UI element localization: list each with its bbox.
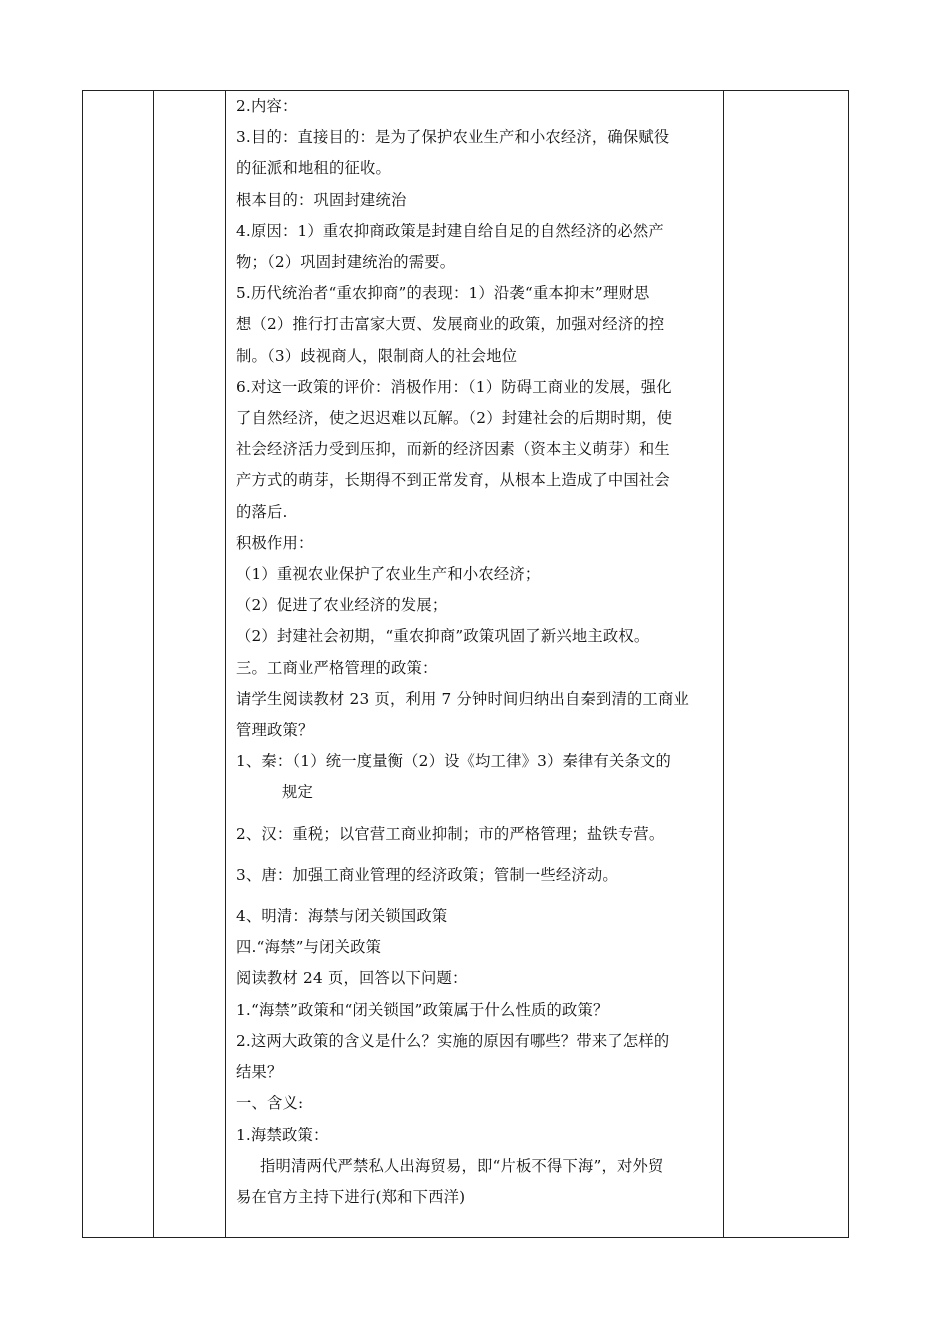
text-line: （2）封建社会初期，“重农抑商”政策巩固了新兴地主政权。 bbox=[236, 627, 650, 646]
text-line: 请学生阅读教材 23 页，利用 7 分钟时间归纳出自秦到清的工商业 bbox=[236, 689, 689, 708]
text-line: 结果？ bbox=[236, 1063, 283, 1082]
text-line: 5.历代统治者“重农抑商”的表现：1）沿袭“重本抑末”理财思 bbox=[236, 284, 650, 303]
text-line: 阅读教材 24 页，回答以下问题： bbox=[236, 969, 468, 988]
text-line: 的征派和地租的征收。 bbox=[236, 159, 391, 178]
text-line: 2.这两大政策的含义是什么？实施的原因有哪些？带来了怎样的 bbox=[236, 1031, 670, 1050]
text-line: 2、汉：重税；以官营工商业抑制；市的严格管理；盐铁专营。 bbox=[236, 824, 665, 843]
lesson-table bbox=[82, 90, 849, 1238]
text-line: 4.原因：1）重农抑商政策是封建自给自足的自然经济的必然产 bbox=[236, 221, 664, 240]
column-divider-2 bbox=[225, 91, 226, 1237]
text-line: 易在官方主持下进行(郑和下西洋) bbox=[236, 1187, 466, 1206]
text-line: 3、唐：加强工商业管理的经济政策；管制一些经济动。 bbox=[236, 865, 618, 884]
text-line: 制。（3）歧视商人，限制商人的社会地位 bbox=[236, 346, 518, 365]
column-divider-3 bbox=[723, 91, 724, 1237]
text-line: 想（2）推行打击富家大贾、发展商业的政策，加强对经济的控 bbox=[236, 315, 665, 334]
text-line: 社会经济活力受到压抑，而新的经济因素（资本主义萌芽）和生 bbox=[236, 440, 670, 459]
text-line: 的落后. bbox=[236, 502, 288, 521]
text-line: 四.“海禁”与闭关政策 bbox=[236, 938, 382, 957]
text-line: 积极作用： bbox=[236, 533, 314, 552]
text-line: 管理政策？ bbox=[236, 721, 314, 740]
text-line: 根本目的：巩固封建统治 bbox=[236, 190, 407, 209]
text-line: 产方式的萌芽，长期得不到正常发育，从根本上造成了中国社会 bbox=[236, 471, 670, 490]
text-line: 规定 bbox=[282, 783, 313, 802]
text-line: 6.对这一政策的评价：消极作用：（1）防碍工商业的发展，强化 bbox=[236, 377, 672, 396]
text-line: （1）重视农业保护了农业生产和小农经济； bbox=[236, 565, 541, 584]
text-line: 了自然经济，使之迟迟难以瓦解。（2）封建社会的后期时期，使 bbox=[236, 409, 673, 428]
text-line: （2）促进了农业经济的发展； bbox=[236, 596, 448, 615]
column-divider-1 bbox=[153, 91, 154, 1237]
text-line: 1.海禁政策： bbox=[236, 1125, 329, 1144]
text-line: 2.内容： bbox=[236, 97, 298, 115]
text-line: 指明清两代严禁私人出海贸易，即“片板不得下海”，对外贸 bbox=[260, 1156, 664, 1175]
text-line: 三。工商业严格管理的政策： bbox=[236, 658, 438, 677]
text-line: 3.目的：直接目的：是为了保护农业生产和小农经济，确保赋役 bbox=[236, 128, 670, 147]
text-line: 一、含义: bbox=[236, 1094, 304, 1113]
text-line: 4、明清：海禁与闭关锁国政策 bbox=[236, 907, 448, 926]
content-cell bbox=[234, 91, 719, 1213]
text-line: 1.“海禁”政策和“闭关锁国”政策属于什么性质的政策？ bbox=[236, 1000, 609, 1019]
text-line: 物；（2）巩固封建统治的需要。 bbox=[236, 253, 456, 272]
text-line: 1、秦：（1）统一度量衡（2）设《均工律》3）秦律有关条文的 bbox=[236, 752, 671, 771]
